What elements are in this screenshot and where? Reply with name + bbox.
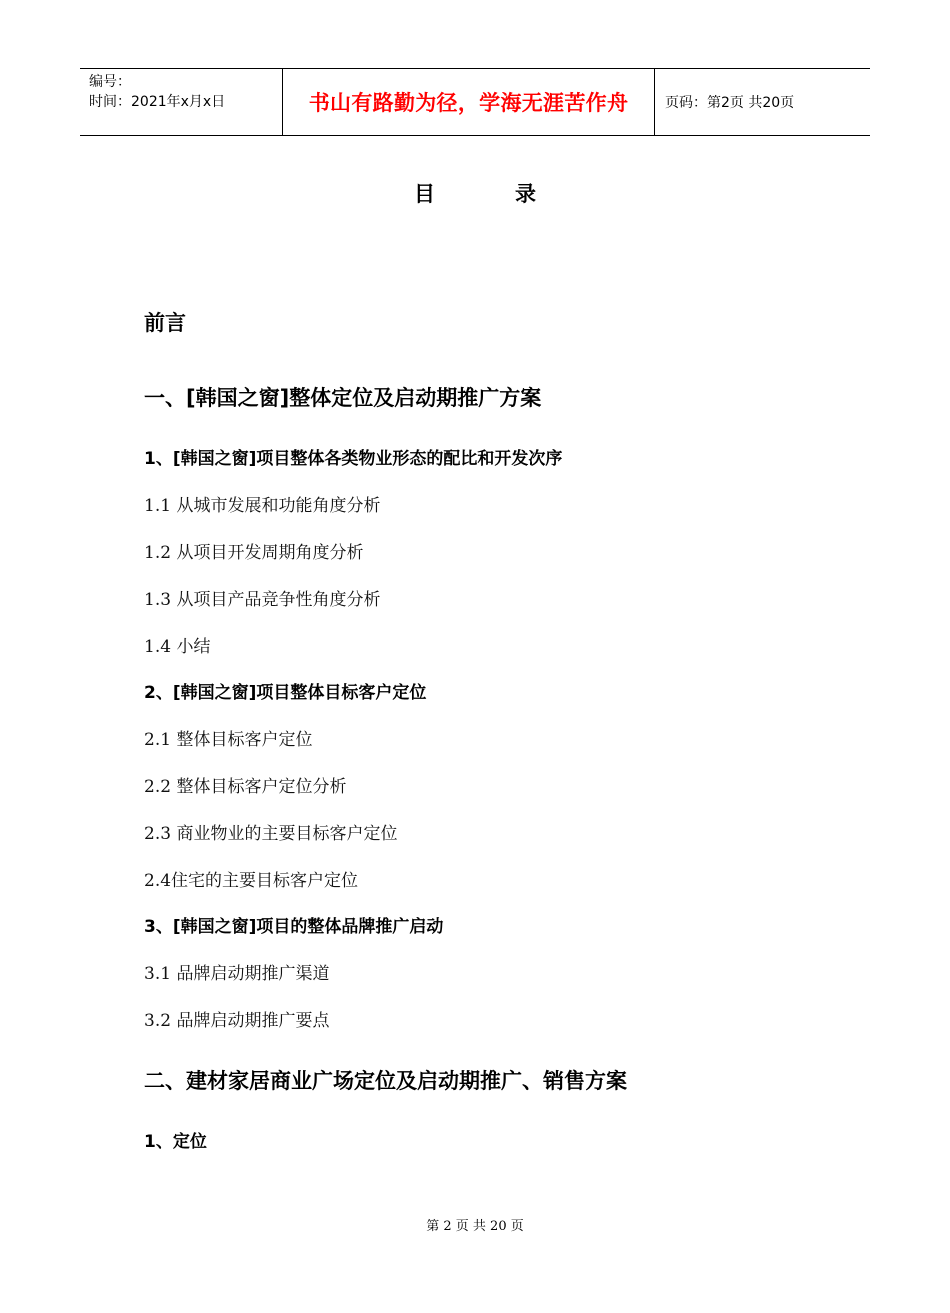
toc-entry[interactable]: 二、建材家居商业广场定位及启动期推广、销售方案 [144,1069,627,1093]
header-page-info: 页码：第2页 共20页 [665,95,795,111]
toc-entry[interactable]: 3.2 品牌启动期推广要点 [144,1011,330,1031]
toc-entry[interactable]: 2.3 商业物业的主要目标客户定位 [144,824,398,844]
page-footer: 第 2 页 共 20 页 [426,1219,524,1234]
toc-entry[interactable]: 1.2 从项目开发周期角度分析 [144,543,364,563]
toc-entry[interactable]: 3、[韩国之窗]项目的整体品牌推广启动 [144,917,444,937]
toc-entry[interactable]: 1.1 从城市发展和功能角度分析 [144,496,381,516]
toc-title-right: 录 [515,182,536,206]
toc-entry[interactable]: 1、[韩国之窗]项目整体各类物业形态的配比和开发次序 [144,449,563,469]
toc-entry[interactable]: 2、[韩国之窗]项目整体目标客户定位 [144,683,427,703]
toc-entry[interactable]: 3.1 品牌启动期推广渠道 [144,964,330,984]
toc-title [0,178,950,208]
toc-entry[interactable]: 1、定位 [144,1132,207,1152]
toc-entry[interactable]: 2.1 整体目标客户定位 [144,730,313,750]
toc-entry[interactable]: 1.4 小结 [144,637,211,657]
toc-entry[interactable]: 2.4住宅的主要目标客户定位 [144,871,359,891]
toc-entry[interactable]: 2.2 整体目标客户定位分析 [144,777,347,797]
toc-entry[interactable]: 1.3 从项目产品竞争性角度分析 [144,590,381,610]
header-meta [80,69,282,135]
header-time: 时间：2021年x月x日 [89,94,226,110]
header-number: 编号： [89,74,131,90]
toc-title-left: 目 [414,182,435,206]
header-motto: 书山有路勤为径，学海无涯苦作舟 [282,69,655,135]
page-header [80,68,870,136]
toc-entry[interactable]: 一、[韩国之窗]整体定位及启动期推广方案 [144,386,542,410]
toc-entry[interactable]: 前言 [144,311,186,335]
